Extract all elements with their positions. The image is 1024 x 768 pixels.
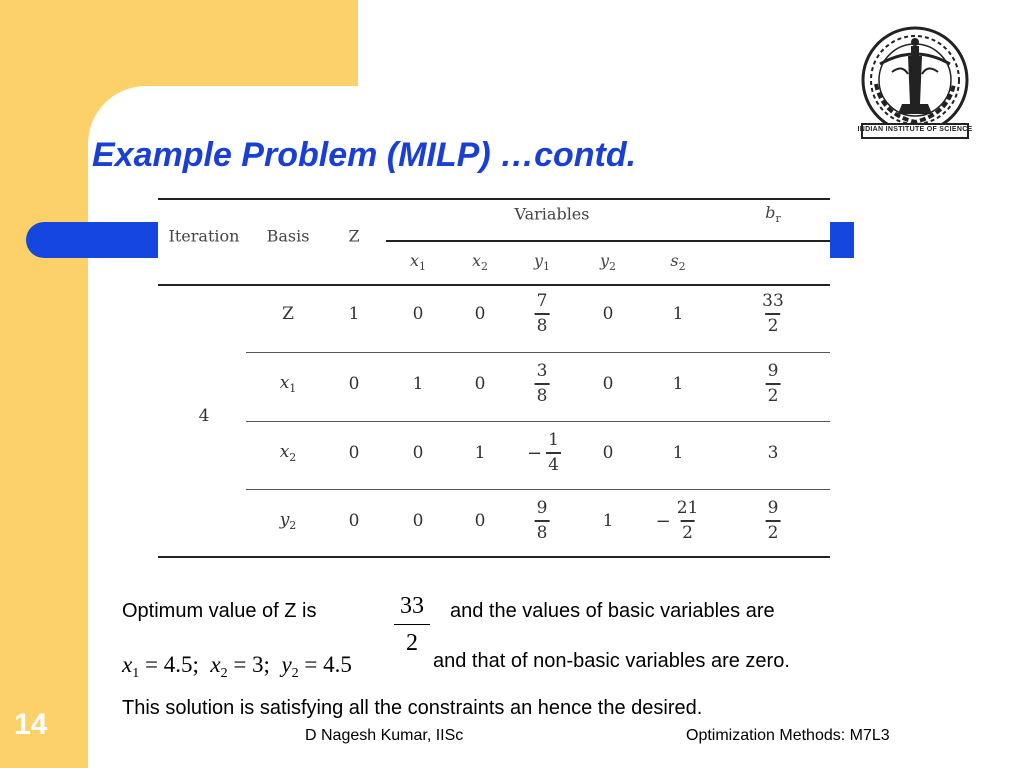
cell-y2: 0	[602, 443, 614, 463]
row-basis: $x_2$	[279, 442, 297, 464]
header-basis: Basis	[266, 226, 310, 246]
header-y1: $y_1$	[533, 251, 551, 273]
cell-x2: 0	[474, 304, 486, 324]
optimum-suffix: and the values of basic variables are	[450, 600, 775, 622]
header-x1: $x_1$	[409, 251, 427, 273]
row-basis: $y_2$	[279, 510, 297, 532]
cell-s2: 1	[672, 304, 684, 324]
cell-x1: 0	[412, 443, 424, 463]
cell-y1: $\frac{7}{8}$	[536, 291, 548, 336]
cell-x2: 0	[474, 374, 486, 394]
cell-z: 0	[348, 374, 360, 394]
optimum-denominator: 2	[406, 630, 418, 656]
cell-br: $\frac{9}{2}$	[767, 361, 779, 406]
optimum-fraction	[392, 592, 432, 657]
cell-z: 0	[348, 443, 360, 463]
header-s2: $s_2$	[670, 251, 686, 273]
cell-x2: 0	[474, 511, 486, 531]
header-y2: $y_2$	[599, 251, 617, 273]
title-underline-bar-left	[26, 222, 158, 258]
cell-z: 0	[348, 511, 360, 531]
variables-header-rule	[386, 240, 830, 242]
row-rule	[246, 352, 830, 353]
cell-br: 3	[767, 443, 779, 463]
row-rule	[246, 489, 830, 490]
header-br: $b_r$	[765, 203, 781, 225]
header-iteration: Iteration	[168, 226, 240, 246]
cell-y2: 1	[602, 511, 614, 531]
cell-y2: 0	[602, 304, 614, 324]
optimum-numerator: 33	[400, 593, 424, 619]
header-variables: Variables	[514, 204, 590, 224]
cell-x2: 1	[474, 443, 486, 463]
cell-x1: 0	[412, 511, 424, 531]
page-number: 14	[14, 708, 48, 741]
cell-y1: $\frac{9}{8}$	[536, 498, 548, 543]
header-bottom-rule	[158, 284, 830, 286]
title-underline-bar-right	[830, 222, 854, 258]
cell-s2: 1	[672, 443, 684, 463]
cell-br: $\frac{9}{2}$	[767, 498, 779, 543]
iteration-number: 4	[198, 406, 210, 426]
table-bottom-rule	[158, 556, 830, 558]
footer-author: D Nagesh Kumar, IISc	[305, 727, 464, 744]
slide-title: Example Problem (MILP) …contd.	[92, 136, 637, 174]
row-rule	[246, 421, 830, 422]
logo-caption: INDIAN INSTITUTE OF SCIENCE	[857, 126, 973, 133]
cell-y1: − $\frac{1}{4}$	[527, 430, 559, 475]
header-z: Z	[348, 226, 360, 246]
row-basis: Z	[282, 304, 294, 324]
table-top-rule	[158, 198, 830, 200]
solution-values: $x_1 = 4.5$; $x_2 = 3$; $y_2 = 4.5$	[122, 652, 352, 681]
cell-x1: 0	[412, 304, 424, 324]
nonbasic-text: and that of non-basic variables are zero.	[433, 650, 790, 672]
row-basis: $x_1$	[279, 373, 297, 395]
cell-br: $\frac{33}{2}$	[762, 291, 784, 336]
cell-z: 1	[348, 304, 360, 324]
header-x2: $x_2$	[471, 251, 489, 273]
cell-y1: $\frac{3}{8}$	[536, 361, 548, 406]
cell-y2: 0	[602, 374, 614, 394]
optimum-prefix: Optimum value of Z is	[122, 600, 317, 622]
fraction-bar	[394, 624, 430, 625]
footer-course: Optimization Methods: M7L3	[686, 727, 890, 744]
cell-x1: 1	[412, 374, 424, 394]
cell-s2: 1	[672, 374, 684, 394]
conclusion-text: This solution is satisfying all the constraints an hence the desired.	[122, 697, 703, 719]
cell-s2: − $\frac{21}{2}$	[655, 498, 699, 543]
